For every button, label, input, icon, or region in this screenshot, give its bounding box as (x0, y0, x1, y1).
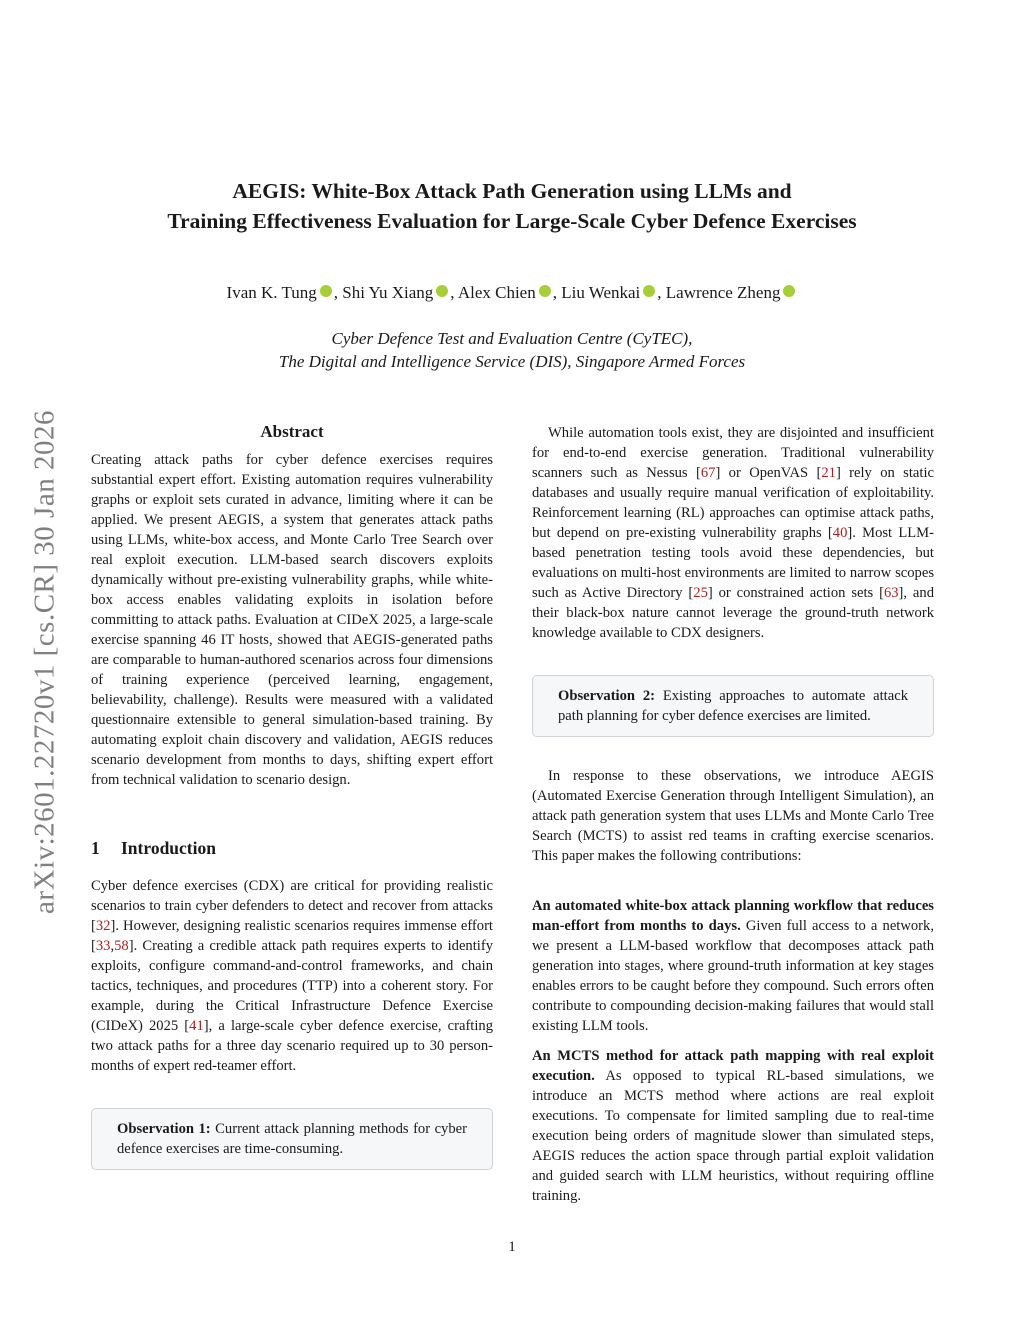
intro-text: Cyber defence exercises (CDX) are critical for providing realistic scenarios to train cyber defenders to detect and recover from attacks [ (91, 878, 493, 934)
citation-link[interactable]: 40 (832, 525, 848, 541)
body-text: While automation tools exist, they are disjointed and insufficient for end-to-end exercise generation. Traditional vulnerability scanners such as Nessus [ (532, 425, 934, 481)
citation-link[interactable]: 32 (95, 918, 111, 934)
author-name: Shi Yu Xiang (342, 283, 434, 302)
paper-title (0, 176, 1024, 236)
orcid-icon[interactable] (643, 285, 655, 297)
citation-link[interactable]: 33 (95, 938, 111, 954)
citation-link[interactable]: 58 (114, 938, 129, 954)
orcid-icon[interactable] (320, 285, 332, 297)
contribution-title: An MCTS method for attack path mapping with real exploit execution. (532, 1048, 934, 1084)
intro-text: ]. Creating a credible attack path requires experts to identify exploits, configure command-and-control frameworks, and chain tactics, techniques, and procedures (TTP) into a coherent story. For example, during the Critical Infrastructure Defence Exercise (CIDeX) 2025 [ (91, 938, 493, 1034)
body-text: ] or OpenVAS [ (715, 465, 822, 481)
observation-text: Existing approaches to automate attack path planning for cyber defence exercises are limited. (558, 688, 908, 724)
orcid-icon[interactable] (436, 285, 448, 297)
aegis-intro-paragraph (532, 766, 934, 866)
citation-link[interactable]: 41 (189, 1018, 204, 1034)
body-text: ], and their black-box nature cannot leverage the ground-truth network knowledge available to CDX designers. (532, 585, 935, 641)
title-line-1: AEGIS: White-Box Attack Path Generation using LLMs and (232, 179, 792, 203)
abstract-section (91, 421, 493, 790)
contribution-1 (532, 896, 934, 1036)
abstract-heading: Abstract (260, 422, 324, 441)
related-work-paragraph (532, 423, 934, 643)
intro-paragraph: Cyber defence exercises (CDX) are critical for providing realistic scenarios to train cyber defenders to detect and recover from attacks [32]. However, designing realistic scenarios requires immense effort [33,58]. Creating a credible attack path requires experts to identify exploits, configure command-and-control frameworks, and chain tactics, techniques, and procedures (TTP) into a coherent story. For example, during the Critical Infrastructure Defence Exercise (CIDeX) 2025 [41], a large-scale cyber defence exercise, crafting two attack paths for a three day scenario required up to 30 person-months of expert red-teamer effort. (91, 878, 494, 1074)
citation-link[interactable]: 67 (700, 465, 716, 481)
section-number: 1 (91, 838, 100, 858)
affiliation-line-1: Cyber Defence Test and Evaluation Centre (CyTEC), (331, 329, 693, 348)
intro-text: ], a large-scale cyber defence exercise, crafting two attack paths for a three day scenario required up to 30 person-months of expert red-teamer effort. (91, 1018, 494, 1074)
body-text: ] rely on static databases and usually require manual verification of exploitability. Reinforcement learning (RL) approaches can optimise attack paths, but depend on pre-existing vulnerability graphs [ (532, 465, 934, 541)
arxiv-identifier: arXiv:2601.22720v1 [cs.CR] 30 Jan 2026 (28, 410, 61, 914)
observation-2-box (532, 675, 934, 737)
observation-label: Observation 2: (558, 688, 655, 704)
observation-label: Observation 1: (117, 1121, 211, 1137)
author-name: Lawrence Zheng (665, 283, 781, 302)
section-title: Introduction (121, 838, 216, 858)
section-heading-introduction (91, 837, 493, 859)
body-text: ]. Most LLM-based penetration testing tools avoid these dependencies, but evaluations on multi-host environments are limited to narrow scopes such as Active Directory [ (532, 525, 934, 601)
affiliation (0, 327, 1024, 373)
citation-link[interactable]: 21 (821, 465, 836, 481)
contribution-text: As opposed to typical RL-based simulations, we introduce an MCTS method where actions are real exploit executions. To compensate for limited sampling due to real-time execution being orders of magnitude slower than simulated steps, AEGIS reduces the action space through partial exploit validation and guided search with LLM heuristics, without requiring offline training. (532, 1068, 934, 1204)
body-text: ] or constrained action sets [ (707, 585, 884, 601)
page-number: 1 (508, 1239, 516, 1255)
author-name: Ivan K. Tung (226, 283, 317, 302)
title-line-2: Training Effectiveness Evaluation for Large-Scale Cyber Defence Exercises (167, 209, 857, 233)
contribution-2 (532, 1046, 934, 1206)
author-list: Ivan K. Tung , Shi Yu Xiang , Alex Chien , Liu Wenkai , Lawrence Zheng (0, 281, 1024, 305)
affiliation-line-2: The Digital and Intelligence Service (DIS), Singapore Armed Forces (278, 352, 746, 371)
contribution-text: Given full access to a network, we present a LLM-based workflow that decomposes attack path generation into stages, where ground-truth information at key stages enables errors to be caught before they compound. Such errors often contribute to compounding decision-making failures that would stall existing LLM tools. (532, 918, 934, 1034)
observation-text: Current attack planning methods for cyber defence exercises are time-consuming. (117, 1121, 467, 1157)
citation-link[interactable]: 63 (883, 585, 899, 601)
observation-1-box (91, 1108, 493, 1170)
abstract-text: Creating attack paths for cyber defence exercises requires substantial expert effort. Existing automation requires vulnerability graphs or exploit sets curated in advance, limiting where it can be applied. We present AEGIS, a system that generates attack paths using LLMs, white-box access, and Monte Carlo Tree Search over real exploit execution. LLM-based search discovers exploits dynamically without pre-existing vulnerability graphs, while white-box access enables validating exploits in isolation before committing to attack paths. Evaluation at CIDeX 2025, a large-scale exercise spanning 46 IT hosts, showed that AEGIS-generated paths are comparable to human-authored scenarios across four dimensions of training experience (perceived learning, engagement, believability, challenge). Results were measured with a validated questionnaire extensible to general simulation-based training. By automating exploit chain discovery and validation, AEGIS reduces scenario development from months to days, shifting expert effort from technical validation to scenario design. (91, 452, 493, 788)
contribution-title: An automated white-box attack planning workflow that reduces man-effort from months to days. (532, 898, 934, 934)
body-text: In response to these observations, we introduce AEGIS (Automated Exercise Generation through Intelligent Simulation), an attack path generation system that uses LLMs and Monte Carlo Tree Search (MCTS) to assist red teams in crafting exercise scenarios. This paper makes the following contributions: (532, 768, 934, 864)
citation-link[interactable]: 25 (693, 585, 708, 601)
orcid-icon[interactable] (783, 285, 795, 297)
intro-text: ]. However, designing realistic scenarios requires immense effort [ (91, 918, 493, 954)
author-name: Liu Wenkai (561, 283, 641, 302)
orcid-icon[interactable] (539, 285, 551, 297)
author-name: Alex Chien (457, 283, 536, 302)
